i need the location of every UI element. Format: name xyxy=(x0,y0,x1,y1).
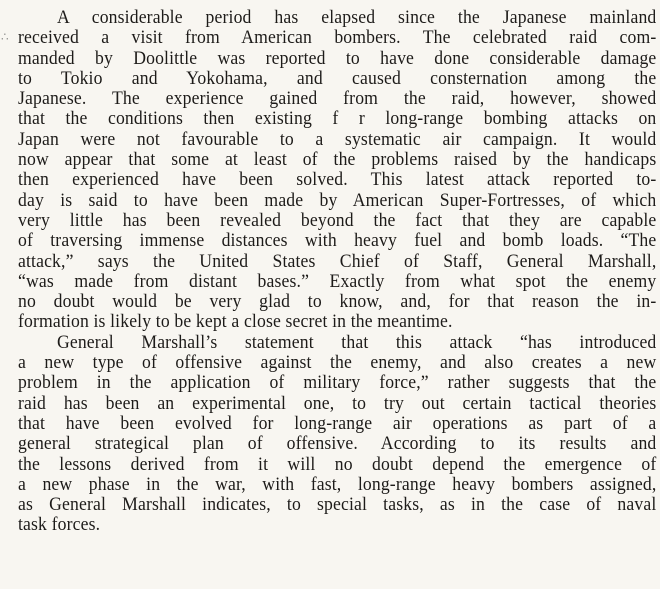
text-line: of traversing immense distances with heavy fuel and bomb loads. “The xyxy=(18,230,657,252)
text-line: now appear that some at least of the problems raised by the handicaps xyxy=(18,149,657,171)
text-line: a new phase in the war, with fast, long-range heavy bombers assigned, xyxy=(18,473,657,495)
text-line: attack,” says the United States Chief of Staff, General Marshall, xyxy=(18,250,657,272)
paragraph-2 xyxy=(18,333,656,536)
text-line: that have been evolved for long-range air operations as part of a xyxy=(18,412,657,434)
text-line: “was made from distant bases.” Exactly from what spot the enemy xyxy=(18,270,657,292)
text-line: task forces. xyxy=(18,514,101,536)
text-line: formation is likely to be kept a close secret in the meantime. xyxy=(18,311,453,333)
text-line: to Tokio and Yokohama, and caused consternation among the xyxy=(18,67,657,89)
text-line: a new type of offensive against the enemy, and also creates a new xyxy=(18,352,657,374)
text-line: no doubt would be very glad to know, and, for that reason the in- xyxy=(18,291,657,313)
text-line: the lessons derived from it will no doubt depend the emergence of xyxy=(18,453,657,475)
paragraph-1 xyxy=(18,8,656,333)
text-line: that the conditions then existing f r long-range bombing attacks on xyxy=(18,108,657,130)
text-line: then experienced have been solved. This latest attack reported to- xyxy=(18,169,657,191)
text-line: general strategical plan of offensive. According to its results and xyxy=(18,433,657,455)
text-line: received a visit from American bombers. The celebrated raid com- xyxy=(18,27,657,49)
article-column xyxy=(18,8,656,536)
text-line: Japanese. The experience gained from the raid, however, showed xyxy=(18,88,657,110)
text-line: General Marshall’s statement that this attack “has introduced xyxy=(56,331,657,353)
text-line: day is said to have been made by American Super-Fortresses, of which xyxy=(18,189,657,211)
text-line: manded by Doolittle was reported to have done considerable damage xyxy=(18,47,657,69)
text-line: raid has been an experimental one, to try out certain tactical theories xyxy=(18,392,657,414)
text-line: Japan were not favourable to a systematic air campaign. It would xyxy=(18,128,657,150)
text-line: as General Marshall indicates, to special tasks, as in the case of naval xyxy=(18,494,657,516)
margin-speck: ∴ xyxy=(1,30,9,44)
text-line: very little has been revealed beyond the fact that they are capable xyxy=(18,209,657,231)
text-line: A considerable period has elapsed since the Japanese mainland xyxy=(56,7,657,28)
text-line: problem in the application of military force,” rather suggests that the xyxy=(18,372,657,394)
